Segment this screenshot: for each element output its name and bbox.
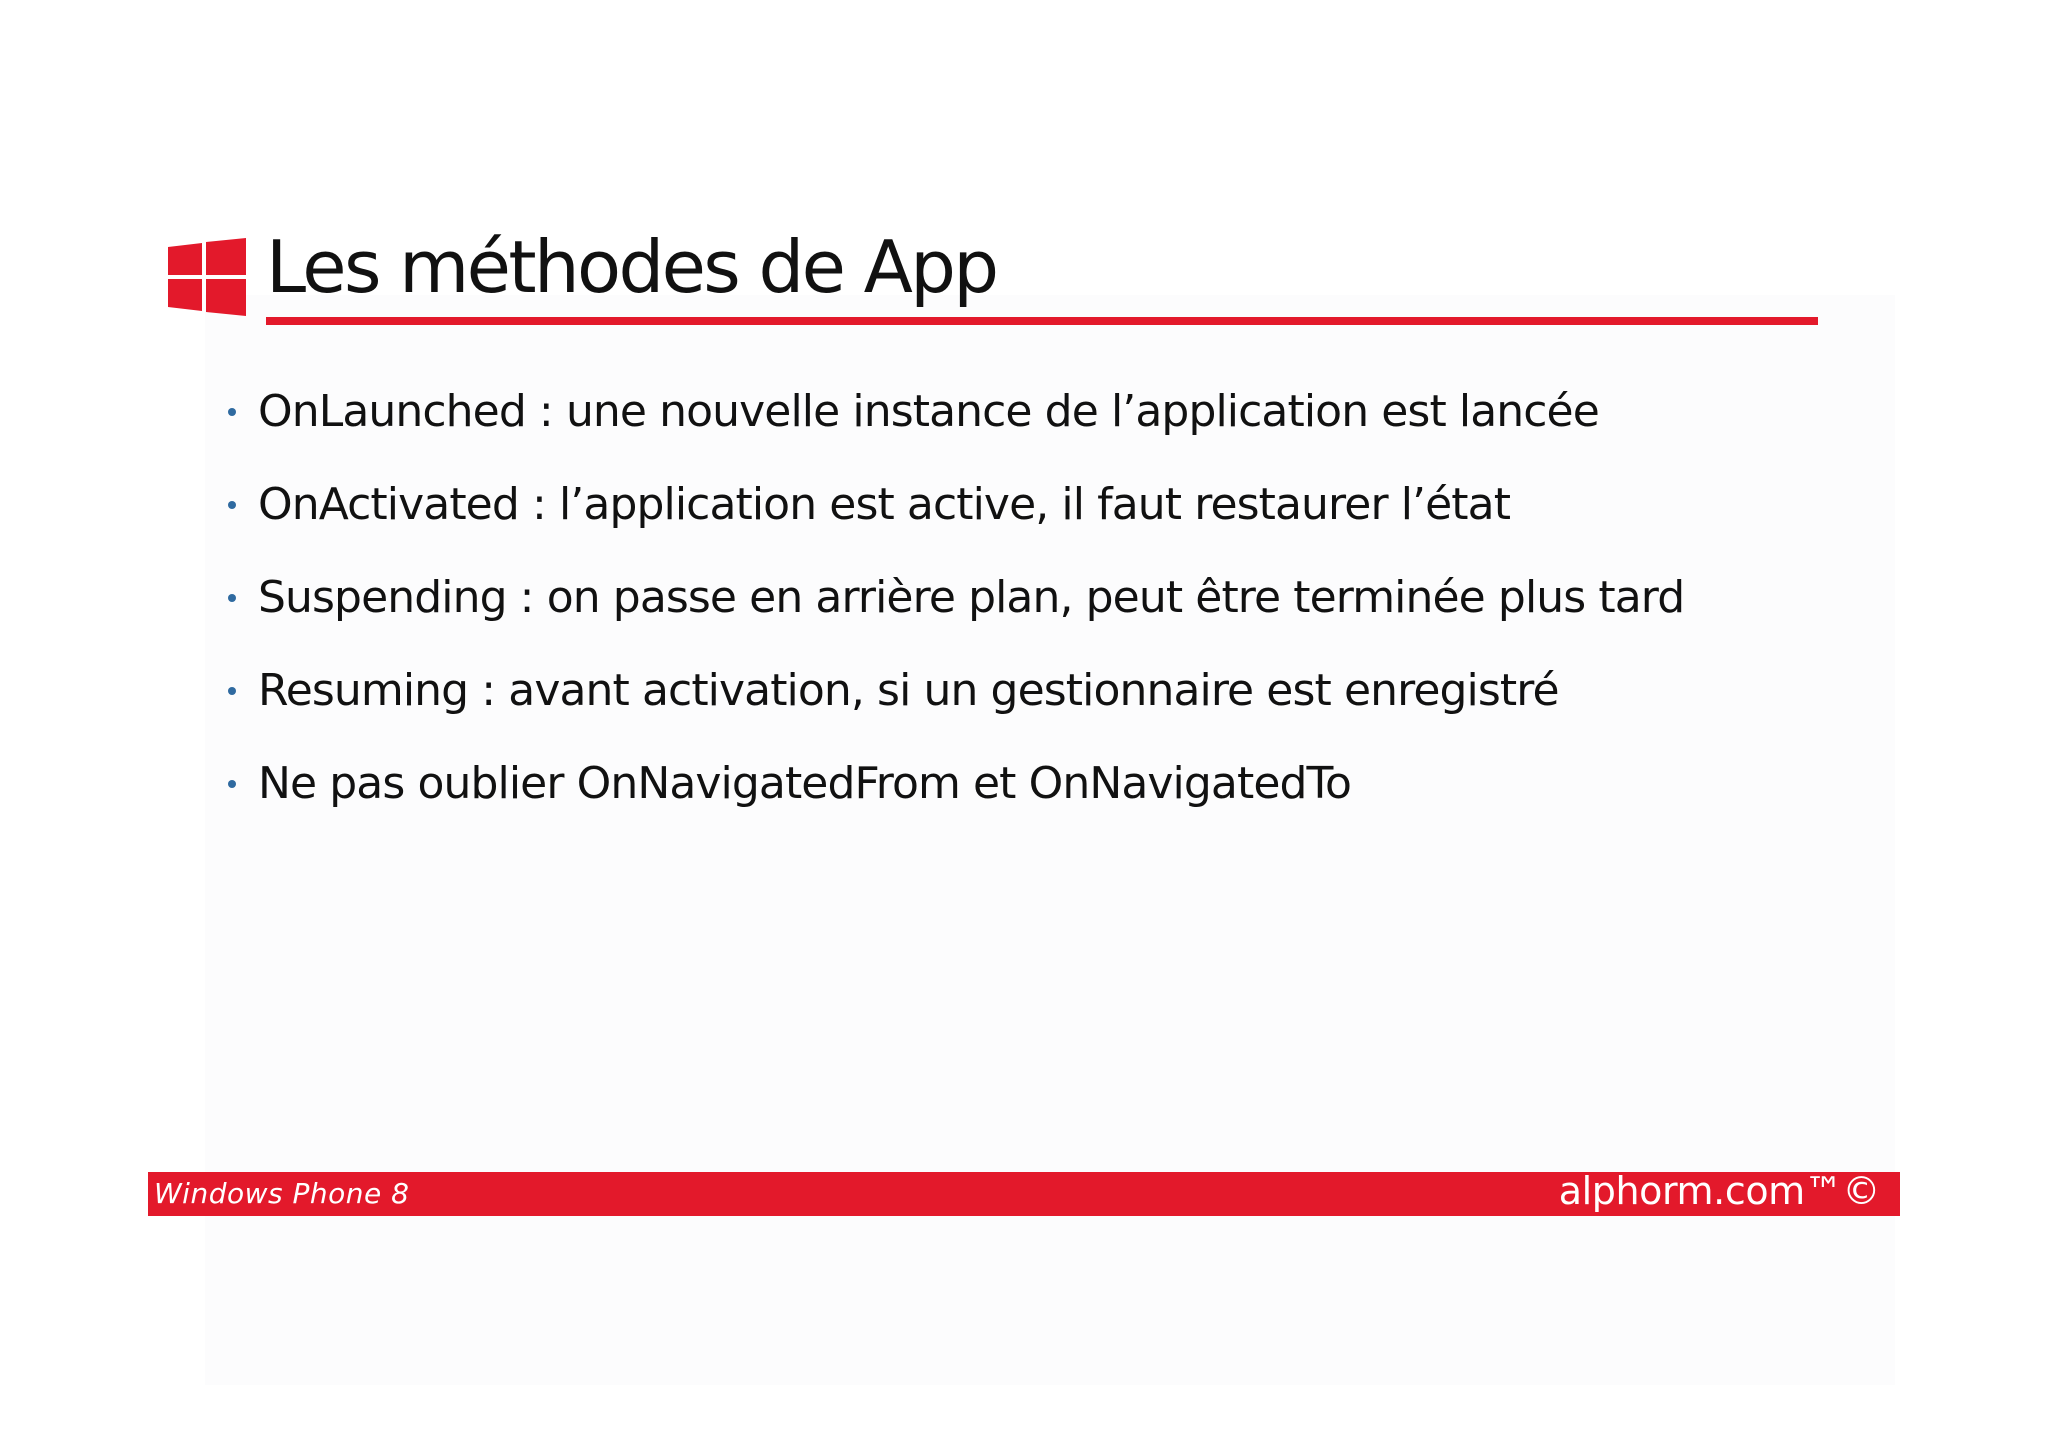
- bullet-item: [228, 551, 1684, 644]
- footer-course-label: Windows Phone 8: [154, 1177, 410, 1210]
- footer-brand: alphorm.com™©: [1558, 1169, 1880, 1213]
- bullet-text: Suspending : on passe en arrière plan, peut être terminée plus tard: [258, 572, 1685, 623]
- bullet-text: Ne pas oublier OnNavigatedFrom et OnNavigatedTo: [258, 758, 1352, 809]
- bullet-dot: [228, 594, 236, 602]
- bullet-dot: [228, 408, 236, 416]
- title-underline: [266, 317, 1818, 325]
- bullet-dot: [228, 687, 236, 695]
- bullet-text: OnActivated : l’application est active, il faut restaurer l’état: [258, 479, 1511, 530]
- windows-logo-icon: [168, 238, 246, 316]
- bullet-dot: [228, 501, 236, 509]
- bullet-list: [228, 365, 1684, 830]
- bullet-item: [228, 644, 1684, 737]
- slide-title: Les méthodes de App: [266, 225, 997, 309]
- bullet-item: [228, 365, 1684, 458]
- bullet-text: Resuming : avant activation, si un gestionnaire est enregistré: [258, 665, 1559, 716]
- bullet-item: [228, 458, 1684, 551]
- bullet-dot: [228, 780, 236, 788]
- bullet-text: OnLaunched : une nouvelle instance de l’application est lancée: [258, 386, 1599, 437]
- bullet-item: [228, 737, 1684, 830]
- footer-bar: [148, 1169, 1900, 1216]
